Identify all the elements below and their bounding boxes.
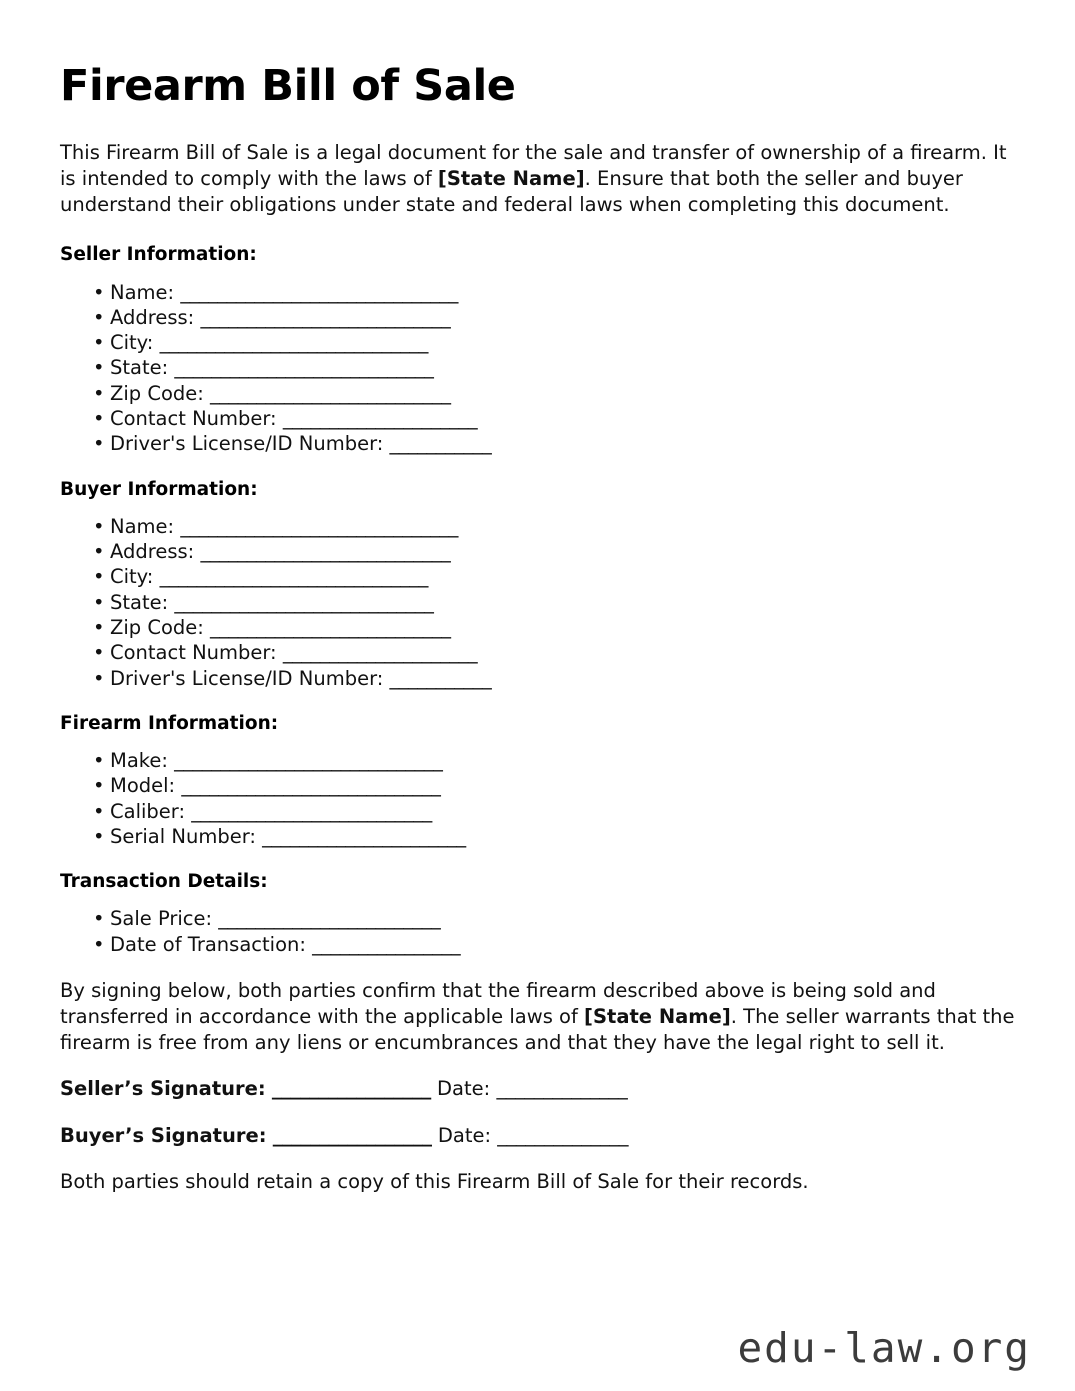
- list-item: [60, 748, 1015, 773]
- field-blank[interactable]: ______________________: [262, 824, 466, 848]
- list-item: [60, 539, 1015, 564]
- seller-signature-blank[interactable]: _________________: [271, 1077, 431, 1101]
- field-blank[interactable]: ____________________________: [174, 356, 434, 380]
- buyer-field-list: [60, 514, 1015, 691]
- intro-state-placeholder: [State Name]: [437, 166, 585, 190]
- list-item: [60, 906, 1015, 931]
- list-item: [60, 564, 1015, 589]
- list-item: [60, 406, 1015, 431]
- list-item: [60, 590, 1015, 615]
- field-label: Name:: [110, 514, 175, 538]
- field-blank[interactable]: ______________________________: [180, 280, 458, 304]
- buyer-date-blank[interactable]: ______________: [497, 1123, 629, 1147]
- field-label: City:: [110, 331, 154, 355]
- list-item: [60, 514, 1015, 539]
- seller-field-list: [60, 280, 1015, 457]
- list-item: [60, 824, 1015, 849]
- list-item: [60, 799, 1015, 824]
- field-blank[interactable]: ___________________________: [200, 540, 451, 564]
- closing-text-after: . The seller warrants that the firearm is free from any liens or encumbrances and that they have the legal right to sell it.: [60, 1004, 1015, 1054]
- field-label: State:: [110, 590, 169, 614]
- field-label: Contact Number:: [110, 641, 277, 665]
- field-blank[interactable]: __________________________: [210, 616, 451, 639]
- field-label: City:: [110, 565, 154, 589]
- buyer-signature-label: Buyer’s Signature:: [60, 1123, 267, 1147]
- field-label: Address:: [110, 305, 195, 329]
- seller-section-heading: Seller Information:: [60, 244, 257, 266]
- seller-signature-row: [60, 1076, 1015, 1101]
- list-item: [60, 431, 1015, 456]
- buyer-signature-row: [60, 1123, 1015, 1148]
- field-blank[interactable]: ____________________________: [181, 774, 441, 798]
- field-label: Make:: [110, 749, 168, 773]
- firearm-field-list: [60, 748, 1015, 849]
- field-blank[interactable]: ___________: [389, 666, 492, 690]
- field-blank[interactable]: ____________________________: [174, 590, 434, 614]
- field-blank[interactable]: _____________________: [282, 407, 478, 431]
- field-blank[interactable]: _____________________: [282, 641, 478, 665]
- list-item: [60, 381, 1015, 406]
- list-item: [60, 932, 1015, 957]
- field-label: Model:: [110, 774, 176, 798]
- field-blank[interactable]: _____________________________: [159, 565, 428, 589]
- intro-text-before: This Firearm Bill of Sale is a legal document for the sale and transfer of ownership of a firearm. It is intended to comply with the laws of: [60, 141, 1007, 190]
- field-label: Name:: [110, 280, 175, 304]
- list-item: [60, 280, 1015, 305]
- list-item: [60, 666, 1015, 691]
- field-label: Sale Price:: [110, 907, 213, 931]
- field-blank[interactable]: ________________________: [218, 907, 441, 931]
- field-blank[interactable]: ___________________________: [200, 305, 451, 329]
- intro-text-after: . Ensure that both the seller and buyer understand their obligations under state and federal laws when completing this document.: [60, 166, 963, 216]
- field-label: Serial Number:: [110, 824, 256, 848]
- buyer-date-label: Date:: [437, 1123, 492, 1147]
- list-item: [60, 305, 1015, 330]
- seller-date-blank[interactable]: ______________: [496, 1077, 628, 1101]
- field-label: Contact Number:: [110, 407, 277, 431]
- page-title: Firearm Bill of Sale: [60, 61, 516, 111]
- field-label: Address:: [110, 540, 195, 564]
- buyer-signature-blank[interactable]: _________________: [272, 1123, 432, 1147]
- field-blank[interactable]: _____________________________: [174, 749, 443, 773]
- retain-copy-note: Both parties should retain a copy of this Firearm Bill of Sale for their records.: [60, 1169, 809, 1193]
- field-label: Zip Code:: [110, 381, 204, 405]
- field-label: Driver's License/ID Number:: [110, 432, 384, 456]
- seller-signature-label: Seller’s Signature:: [60, 1077, 266, 1101]
- closing-state-placeholder: [State Name]: [584, 1004, 731, 1028]
- intro-paragraph: [60, 140, 1015, 217]
- closing-paragraph: [60, 978, 1015, 1055]
- site-watermark: edu-law.org: [737, 1324, 1031, 1372]
- list-item: [60, 773, 1015, 798]
- closing-text-before: By signing below, both parties confirm that the firearm described above is being sold and transferred in accordance with the applicable laws of: [60, 979, 936, 1028]
- buyer-section-heading: Buyer Information:: [60, 478, 258, 500]
- field-label: Driver's License/ID Number:: [110, 666, 384, 690]
- list-item: [60, 615, 1015, 640]
- field-blank[interactable]: ___________: [389, 432, 492, 456]
- seller-date-label: Date:: [437, 1077, 491, 1101]
- field-label: Caliber:: [110, 799, 186, 823]
- firearm-section-heading: Firearm Information:: [60, 712, 279, 734]
- field-label: Zip Code:: [110, 616, 204, 639]
- transaction-section-heading: Transaction Details:: [60, 871, 268, 893]
- list-item: [60, 640, 1015, 665]
- field-blank[interactable]: __________________________: [191, 799, 432, 823]
- list-item: [60, 355, 1015, 380]
- field-label: Date of Transaction:: [110, 932, 306, 956]
- field-blank[interactable]: _____________________________: [159, 331, 428, 355]
- list-item: [60, 330, 1015, 355]
- field-blank[interactable]: ________________: [312, 932, 461, 956]
- field-blank[interactable]: __________________________: [210, 381, 451, 405]
- transaction-field-list: [60, 906, 1015, 957]
- field-label: State:: [110, 356, 169, 380]
- field-blank[interactable]: ______________________________: [180, 514, 458, 538]
- document-content: [60, 62, 1015, 1195]
